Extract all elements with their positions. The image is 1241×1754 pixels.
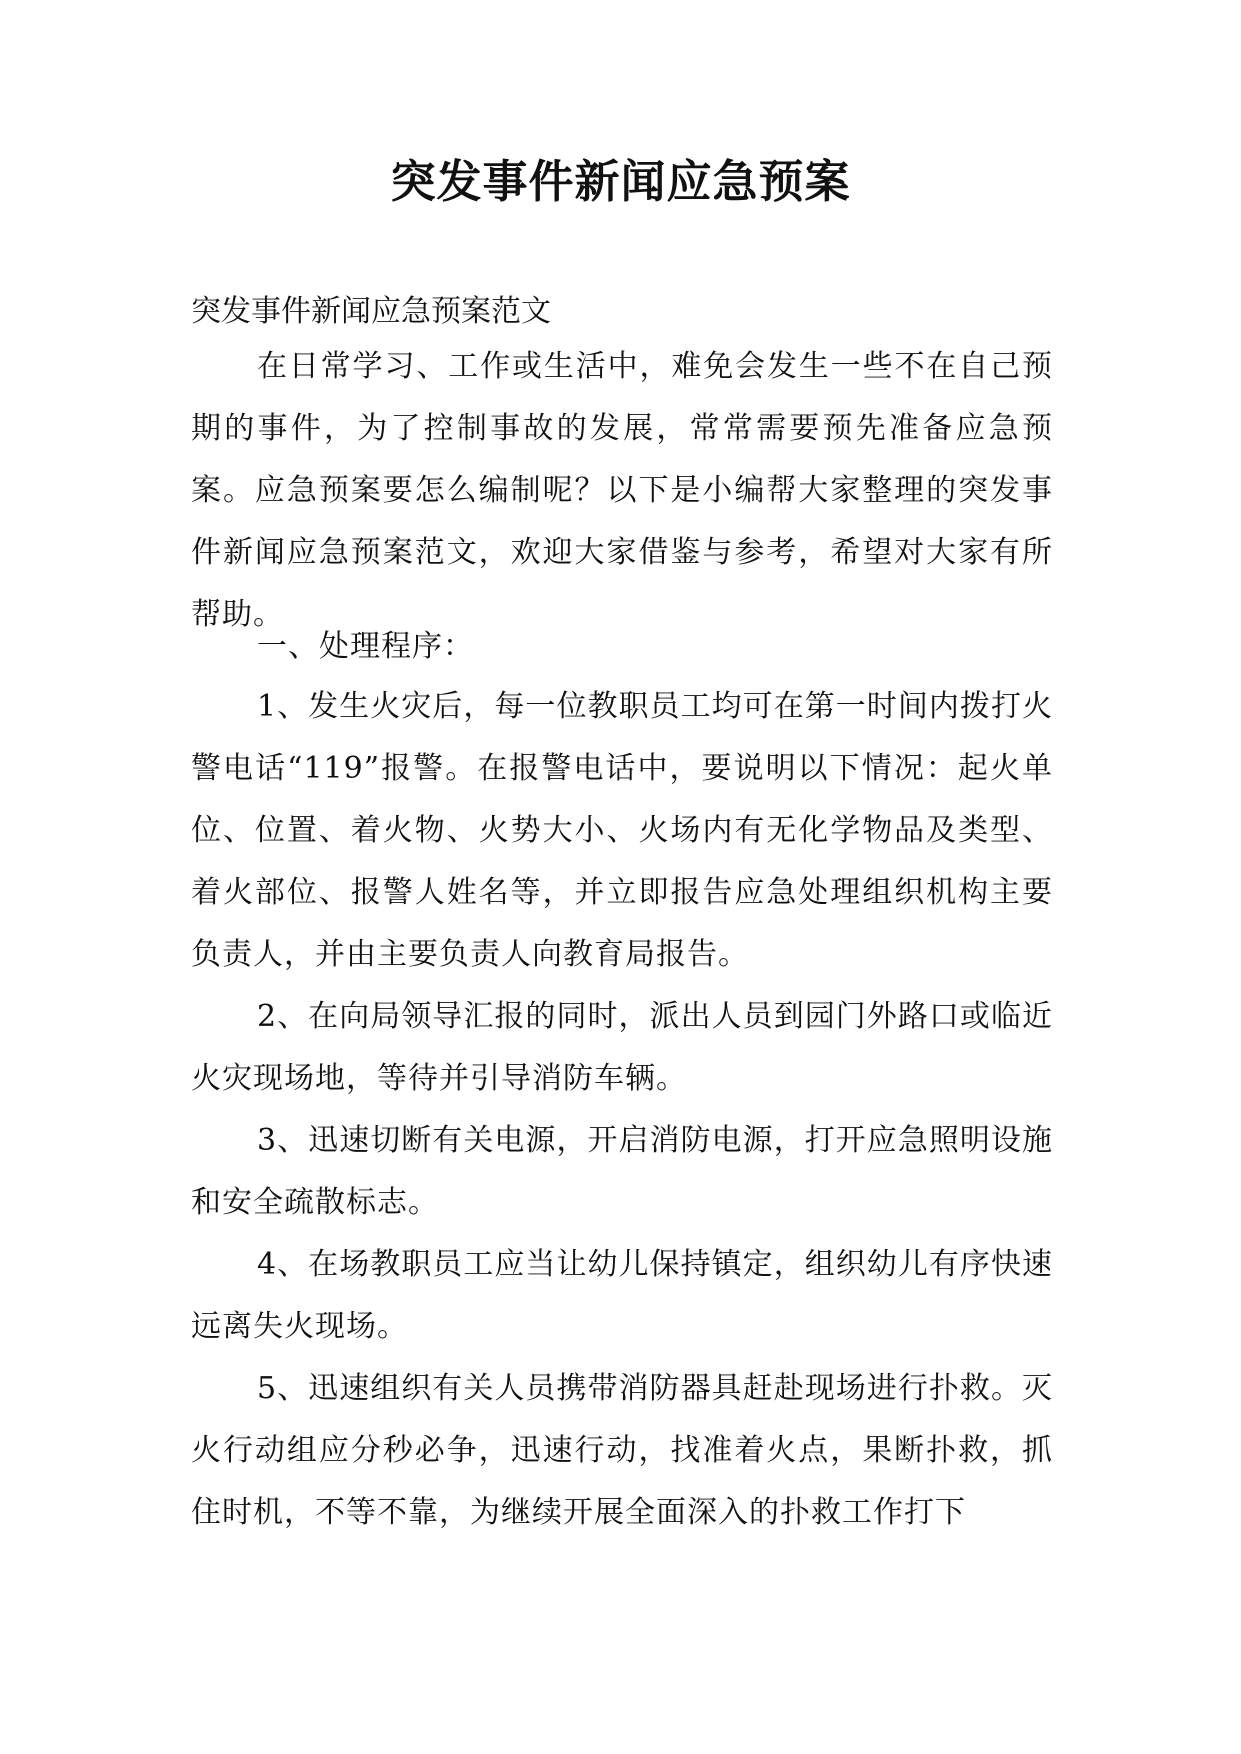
document-title: 突发事件新闻应急预案	[390, 155, 851, 208]
procedure-item-1: 1、发生火灾后，每一位教职员工均可在第一时间内拨打火警电话“119”报警。在报警电话中，要说明以下情况：起火单位、位置、着火物、火势大小、火场内有无化学物品及类型、着火部位、报警人姓名等，并立即报告应急处理组织机构主要负责人，并由主要负责人向教育局报告。	[191, 689, 1053, 972]
document-subtitle: 突发事件新闻应急预案范文	[191, 294, 551, 329]
procedure-item-3: 3、迅速切断有关电源，开启消防电源，打开应急照明设施和安全疏散标志。	[191, 1123, 1053, 1220]
section-heading: 一、处理程序：	[257, 629, 474, 664]
procedure-item-2: 2、在向局领导汇报的同时，派出人员到园门外路口或临近火灾现场地，等待并引导消防车辆。	[191, 999, 1053, 1096]
intro-paragraph: 在日常学习、工作或生活中，难免会发生一些不在自己预期的事件，为了控制事故的发展，常常需要预先准备应急预案。应急预案要怎么编制呢？以下是小编帮大家整理的突发事件新闻应急预案范文，欢迎大家借鉴与参考，希望对大家有所帮助。	[191, 349, 1053, 632]
procedure-item-5: 5、迅速组织有关人员携带消防器具赶赴现场进行扑救。灭火行动组应分秒必争，迅速行动，找准着火点，果断扑救，抓住时机，不等不靠，为继续开展全面深入的扑救工作打下	[191, 1371, 1053, 1530]
procedure-item-4: 4、在场教职员工应当让幼儿保持镇定，组织幼儿有序快速远离失火现场。	[191, 1247, 1053, 1344]
